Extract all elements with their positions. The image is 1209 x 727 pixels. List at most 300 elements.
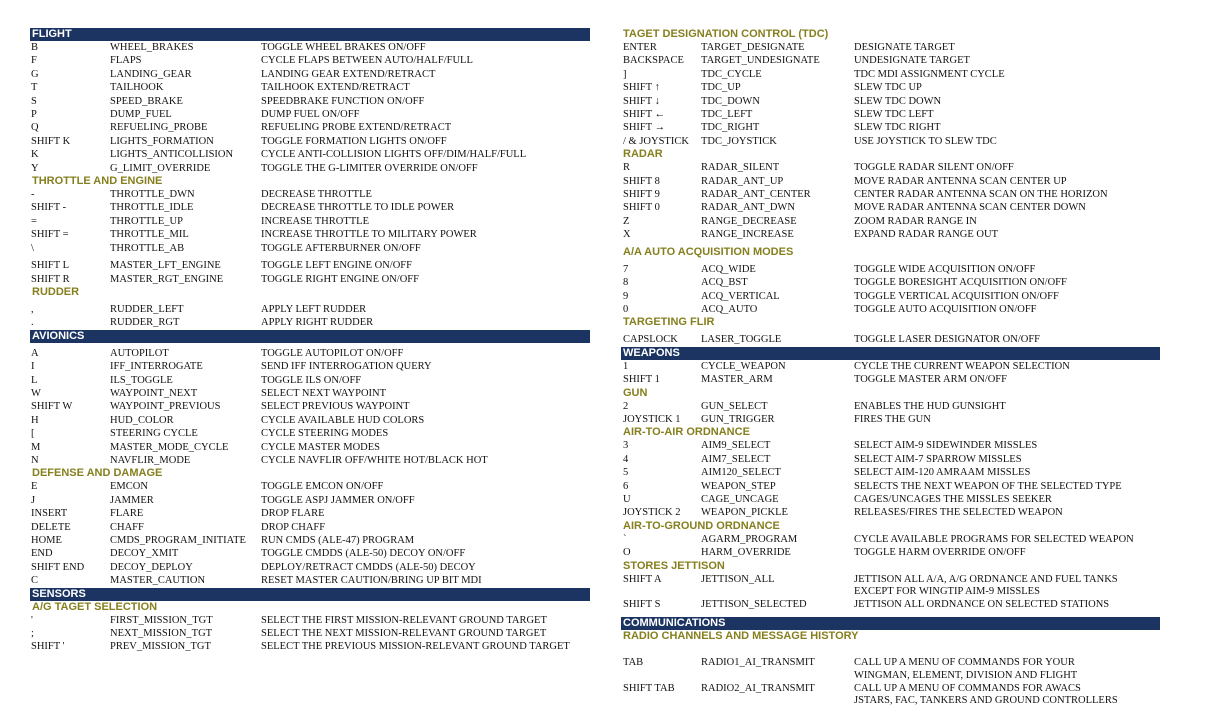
key-label: 9 (623, 290, 629, 302)
weapons-rows (621, 360, 1160, 387)
keybind-row (30, 41, 590, 54)
command-description: DESIGNATE TARGET (854, 42, 955, 53)
key-label: ] (623, 68, 627, 80)
command-name: WAYPOINT_PREVIOUS (110, 401, 221, 413)
defense-rows (30, 480, 590, 587)
keybind-row (30, 441, 590, 454)
command-description: TOGGLE BORESIGHT ACQUISITION ON/OFF (854, 277, 1067, 289)
command-description: EXPAND RADAR RANGE OUT (854, 229, 998, 241)
command-name: ACQ_BST (701, 277, 748, 289)
tdc-rows (621, 41, 1160, 148)
command-name: RADAR_ANT_CENTER (701, 189, 811, 201)
keybind-row (30, 81, 590, 94)
keybind-row (30, 95, 590, 108)
command-description: TDC MDI ASSIGNMENT CYCLE (854, 68, 1005, 80)
command-description: TOGGLE MASTER ARM ON/OFF (854, 374, 1007, 386)
command-name: THROTTLE_AB (110, 242, 185, 254)
keybind-row (30, 387, 590, 400)
command-description: SELECT NEXT WAYPOINT (261, 387, 387, 399)
command-description: DUMP FUEL ON/OFF (261, 109, 360, 121)
section-header-defense: DEFENSE AND DAMAGE (32, 467, 163, 480)
key-label: T (31, 82, 38, 94)
keybind-row (621, 466, 1160, 479)
command-description: TOGGLE CMDDS (ALE-50) DECOY ON/OFF (261, 548, 466, 560)
command-name: CHAFF (110, 521, 144, 533)
section-header-weapons: WEAPONS (621, 347, 1160, 360)
keybind-row (621, 54, 1160, 67)
engine-rows (30, 259, 590, 286)
flir-rows (621, 333, 1160, 346)
command-name: TDC_UP (701, 82, 741, 94)
key-label: 3 (623, 440, 629, 452)
command-description: TOGGLE EMCON ON/OFF (261, 481, 384, 493)
command-description: CYCLE ANTI-COLLISION LIGHTS OFF/DIM/HALF/FULL (261, 149, 527, 161)
command-description: CALL UP A MENU OF COMMANDS FOR YOUR (854, 657, 1075, 669)
command-name: ACQ_AUTO (701, 303, 758, 315)
key-label: 0 (623, 303, 629, 315)
key-label: M (31, 441, 41, 453)
rudder-rows (30, 303, 590, 330)
key-label: N (31, 454, 39, 466)
command-name: STEERING CYCLE (110, 428, 198, 440)
key-label: C (31, 575, 39, 587)
keybind-row (30, 121, 590, 134)
command-description: CAGES/UNCAGES THE MISSLES SEEKER (854, 493, 1052, 505)
keybind-row (30, 201, 590, 214)
key-label: SHIFT ↓ (623, 95, 660, 107)
keybind-row (621, 68, 1160, 81)
command-description: CYCLE THE CURRENT WEAPON SELECTION (854, 360, 1070, 372)
key-label: W (31, 387, 41, 399)
command-name: JAMMER (110, 494, 154, 506)
keybind-row (30, 640, 590, 653)
keybind-row (621, 121, 1160, 134)
keybind-row (30, 316, 590, 329)
key-label: 8 (623, 277, 629, 289)
keybind-row (30, 547, 590, 560)
keybind-row (621, 228, 1160, 241)
command-description: SELECT THE PREVIOUS MISSION-RELEVANT GROUND TARGET (261, 641, 570, 653)
command-name: MASTER_CAUTION (110, 575, 206, 587)
right-column (621, 28, 1160, 707)
command-name: ILS_TOGGLE (110, 374, 173, 386)
command-description: CENTER RADAR ANTENNA SCAN ON THE HORIZON (854, 189, 1108, 201)
command-name: WEAPON_STEP (701, 480, 776, 492)
key-label: SHIFT A (623, 573, 662, 585)
keybind-row (621, 373, 1160, 386)
command-description: RELEASES/FIRES THE SELECTED WEAPON (854, 507, 1063, 519)
keybind-row (30, 627, 590, 640)
key-label: 2 (623, 400, 629, 412)
command-name: AUTOPILOT (110, 347, 169, 359)
command-name: FIRST_MISSION_TGT (110, 614, 213, 626)
command-description-continued: EXCEPT FOR WINGTIP AIM-9 MISSLES (854, 586, 1040, 597)
command-name: ACQ_VERTICAL (701, 290, 780, 302)
command-name: RANGE_DECREASE (701, 215, 797, 227)
keybind-row (621, 546, 1160, 559)
key-label-empty (621, 586, 701, 598)
key-label: SHIFT ' (31, 641, 65, 653)
key-label: I (31, 361, 35, 373)
command-name: TDC_JOYSTICK (701, 135, 777, 147)
command-name: PREV_MISSION_TGT (110, 641, 211, 653)
command-name-empty (701, 670, 854, 682)
command-name: FLARE (110, 508, 144, 520)
command-name: RADAR_ANT_UP (701, 175, 784, 187)
key-label: SHIFT - (31, 202, 67, 214)
command-description: TOGGLE RADAR SILENT ON/OFF (854, 162, 1014, 174)
command-name: ACQ_WIDE (701, 263, 756, 275)
key-label: SHIFT 1 (623, 374, 660, 386)
key-label: HOME (31, 535, 62, 546)
section-header-avionics: AVIONICS (30, 330, 590, 343)
command-name-empty (701, 586, 854, 598)
command-description: TOGGLE AUTOPILOT ON/OFF (261, 347, 404, 359)
spacer (621, 643, 1160, 656)
key-label: JOYSTICK 1 (623, 413, 681, 425)
command-name: RADIO2_AI_TRANSMIT (701, 682, 815, 694)
key-label: SHIFT = (31, 229, 69, 241)
keybind-row (30, 374, 590, 387)
command-name: DECOY_DEPLOY (110, 561, 193, 573)
key-label: SHIFT END (31, 561, 85, 573)
command-name: RADAR_SILENT (701, 162, 780, 174)
keybind-row (30, 215, 590, 228)
command-description: SLEW TDC RIGHT (854, 122, 941, 134)
command-description: TOGGLE ASPJ JAMMER ON/OFF (261, 494, 415, 506)
key-label: , (31, 303, 34, 315)
command-description: TOGGLE HARM OVERRIDE ON/OFF (854, 547, 1026, 559)
command-description: SLEW TDC DOWN (854, 95, 942, 107)
command-name: THROTTLE_MIL (110, 229, 189, 241)
command-description: SPEEDBRAKE FUNCTION ON/OFF (261, 95, 425, 107)
keybind-row (30, 494, 590, 507)
gun-rows (621, 400, 1160, 427)
command-description: LANDING GEAR EXTEND/RETRACT (261, 68, 436, 80)
acq-rows (621, 263, 1160, 317)
keybind-row (30, 521, 590, 534)
command-description: UNDESIGNATE TARGET (854, 55, 970, 67)
section-header-acq: A/A AUTO ACQUISITION MODES (623, 245, 794, 258)
command-description: DECREASE THROTTLE TO IDLE POWER (261, 202, 455, 214)
keybind-row (621, 400, 1160, 413)
keybind-row (621, 682, 1160, 695)
keybind-row (621, 453, 1160, 466)
keybind-row (621, 201, 1160, 214)
command-description: FIRES THE GUN (854, 413, 931, 425)
keybind-row (621, 303, 1160, 316)
keybind-row (621, 333, 1160, 346)
key-label-empty (621, 695, 701, 707)
command-name: FLAPS (110, 55, 142, 67)
command-description-continued: WINGMAN, ELEMENT, DIVISION AND FLIGHT (854, 669, 1078, 681)
command-name: CMDS_PROGRAM_INITIATE (110, 535, 246, 546)
keybind-row (621, 215, 1160, 228)
command-description: TOGGLE AUTO ACQUISITION ON/OFF (854, 303, 1037, 315)
command-name: WHEEL_BRAKES (110, 42, 194, 53)
command-description: TOGGLE THE G-LIMITER OVERRIDE ON/OFF (261, 162, 478, 174)
command-description: JETTISON ALL ORDNANCE ON SELECTED STATIONS (854, 599, 1110, 610)
command-name: LIGHTS_ANTICOLLISION (110, 149, 234, 161)
keybind-row (30, 162, 590, 175)
command-name: EMCON (110, 481, 148, 493)
key-label: 5 (623, 467, 629, 479)
key-label: G (31, 68, 39, 80)
keybind-row (30, 228, 590, 241)
command-description: DEPLOY/RETRACT CMDDS (ALE-50) DECOY (261, 561, 476, 573)
command-name: RUDDER_RGT (110, 317, 180, 329)
keybind-row (621, 598, 1160, 611)
avionics-rows (30, 347, 590, 468)
keybind-row (30, 54, 590, 67)
command-name: MASTER_LFT_ENGINE (110, 260, 221, 272)
section-header-radar: RADAR (623, 148, 663, 161)
command-name: MASTER_RGT_ENGINE (110, 273, 224, 285)
command-name: TDC_DOWN (701, 95, 760, 107)
key-label: F (31, 55, 37, 67)
keybind-row (621, 656, 1160, 669)
key-label-empty (621, 670, 701, 682)
command-name: JETTISON_ALL (701, 573, 775, 585)
command-name: TARGET_DESIGNATE (701, 42, 805, 53)
keybind-row (30, 480, 590, 493)
command-name: RANGE_INCREASE (701, 229, 794, 241)
command-description: SEND IFF INTERROGATION QUERY (261, 361, 432, 373)
command-name: TDC_RIGHT (701, 122, 760, 134)
command-description: TOGGLE ILS ON/OFF (261, 374, 362, 386)
key-label: SHIFT R (31, 273, 70, 285)
command-description: RUN CMDS (ALE-47) PROGRAM (261, 535, 415, 546)
command-description: ENABLES THE HUD GUNSIGHT (854, 400, 1006, 412)
key-label: A (31, 347, 39, 359)
command-description: TAILHOOK EXTEND/RETRACT (261, 82, 410, 94)
command-name: AIM120_SELECT (701, 467, 781, 479)
keybind-row (30, 303, 590, 316)
command-name: TDC_CYCLE (701, 68, 762, 80)
command-description: TOGGLE WHEEL BRAKES ON/OFF (261, 42, 426, 53)
section-header-a2a: AIR-TO-AIR ORDNANCE (623, 426, 750, 439)
section-header-flight: FLIGHT (30, 28, 590, 41)
command-name: RADIO1_AI_TRANSMIT (701, 657, 815, 669)
keybind-row (621, 439, 1160, 452)
command-name: HUD_COLOR (110, 414, 174, 426)
command-description: JETTISON ALL A/A, A/G ORDNANCE AND FUEL TANKS (854, 573, 1118, 585)
command-description: MOVE RADAR ANTENNA SCAN CENTER UP (854, 175, 1067, 187)
command-name: RUDDER_LEFT (110, 303, 184, 315)
command-name: TDC_LEFT (701, 109, 753, 121)
command-description: CYCLE STEERING MODES (261, 428, 389, 440)
keybind-row (621, 276, 1160, 289)
keybind-row (30, 360, 590, 373)
key-label: TAB (623, 657, 644, 669)
key-label: ` (623, 533, 627, 545)
command-description: TOGGLE LEFT ENGINE ON/OFF (261, 260, 412, 272)
command-name: LIGHTS_FORMATION (110, 135, 214, 147)
command-description: APPLY RIGHT RUDDER (261, 317, 374, 329)
keybind-row (30, 259, 590, 272)
keybind-row (30, 400, 590, 413)
keybind-row (621, 95, 1160, 108)
keybind-row-continuation (621, 670, 1160, 682)
keybind-row (621, 493, 1160, 506)
command-description: CYCLE AVAILABLE PROGRAMS FOR SELECTED WEAPON (854, 533, 1134, 545)
command-description: SELECT AIM-120 AMRAAM MISSLES (854, 467, 1031, 479)
keybind-row (621, 188, 1160, 201)
keybind-row (30, 108, 590, 121)
keybind-row (30, 273, 590, 286)
command-description: ZOOM RADAR RANGE IN (854, 215, 977, 227)
command-description: TOGGLE VERTICAL ACQUISITION ON/OFF (854, 290, 1059, 302)
key-label: ; (31, 628, 34, 640)
keybind-row (621, 480, 1160, 493)
command-name: GUN_TRIGGER (701, 413, 775, 425)
command-name: TARGET_UNDESIGNATE (701, 55, 820, 67)
key-label: B (31, 42, 39, 53)
keybind-row (30, 614, 590, 627)
keybind-row (621, 41, 1160, 54)
key-label: SHIFT TAB (623, 682, 675, 694)
key-label: / & JOYSTICK (623, 135, 689, 147)
command-name: THROTTLE_DWN (110, 189, 195, 201)
section-header-rudder: RUDDER (32, 285, 80, 298)
command-description: REFUELING PROBE EXTEND/RETRACT (261, 122, 452, 134)
command-description: TOGGLE RIGHT ENGINE ON/OFF (261, 273, 419, 285)
key-label: DELETE (31, 521, 71, 533)
command-name: AIM9_SELECT (701, 440, 771, 452)
keybind-row (621, 81, 1160, 94)
key-label: . (31, 317, 34, 329)
key-label: = (31, 215, 37, 227)
command-name: JETTISON_SELECTED (701, 599, 807, 610)
key-label: ' (31, 614, 33, 626)
key-label: SHIFT → (623, 122, 666, 134)
command-description: SELECT THE NEXT MISSION-RELEVANT GROUND TARGET (261, 628, 547, 640)
key-label: ENTER (623, 42, 657, 53)
keybind-row (30, 534, 590, 547)
command-name: AIM7_SELECT (701, 453, 771, 465)
key-label: [ (31, 428, 35, 440)
command-name: THROTTLE_IDLE (110, 202, 194, 214)
keybind-row (621, 573, 1160, 586)
keybind-row (621, 413, 1160, 426)
command-name: CAGE_UNCAGE (701, 493, 779, 505)
command-name: NEXT_MISSION_TGT (110, 628, 213, 640)
key-label: P (31, 109, 37, 121)
subsection-header-radio: RADIO CHANNELS AND MESSAGE HISTORY (623, 630, 859, 643)
command-name: IFF_INTERROGATE (110, 361, 203, 373)
section-header-jettison: STORES JETTISON (623, 559, 725, 572)
command-name: TAILHOOK (110, 82, 164, 94)
command-name: MASTER_MODE_CYCLE (110, 441, 229, 453)
command-name: WEAPON_PICKLE (701, 507, 788, 519)
a2a-rows (621, 439, 1160, 519)
keybind-row (621, 175, 1160, 188)
key-label: CAPSLOCK (623, 334, 678, 346)
command-description: APPLY LEFT RUDDER (261, 303, 367, 315)
section-header-tdc: TAGET DESIGNATION CONTROL (TDC) (623, 28, 829, 40)
key-label: 1 (623, 360, 629, 372)
left-column (30, 28, 590, 654)
command-name: RADAR_ANT_DWN (701, 202, 795, 214)
section-header-a2g: AIR-TO-GROUND ORDNANCE (623, 519, 780, 532)
command-description: CYCLE NAVFLIR OFF/WHITE HOT/BLACK HOT (261, 454, 488, 466)
keybind-row (30, 414, 590, 427)
keybind-row-continuation (621, 695, 1160, 707)
command-name: AGARM_PROGRAM (701, 533, 798, 545)
command-description: SELECTS THE NEXT WEAPON OF THE SELECTED TYPE (854, 480, 1122, 492)
command-description: DROP CHAFF (261, 521, 326, 533)
command-description: MOVE RADAR ANTENNA SCAN CENTER DOWN (854, 202, 1086, 214)
key-label: R (623, 162, 631, 174)
keybind-row (30, 135, 590, 148)
command-description: SELECT THE FIRST MISSION-RELEVANT GROUND TARGET (261, 614, 547, 626)
key-label: SHIFT ← (623, 109, 666, 121)
key-label: INSERT (31, 508, 68, 520)
command-description: SELECT AIM-9 SIDEWINDER MISSLES (854, 440, 1038, 452)
key-label: H (31, 414, 39, 426)
command-name: HARM_OVERRIDE (701, 547, 791, 559)
keybind-row (621, 135, 1160, 148)
key-label: L (31, 374, 38, 386)
command-description-continued: JSTARS, FAC, TANKERS AND GROUND CONTROLLERS (854, 695, 1118, 707)
command-description: SELECT AIM-7 SPARROW MISSLES (854, 453, 1022, 465)
command-description: DECREASE THROTTLE (261, 189, 372, 201)
command-description: INCREASE THROTTLE (261, 215, 370, 227)
command-name: LASER_TOGGLE (701, 334, 782, 346)
key-label: O (623, 547, 631, 559)
keybind-row (621, 263, 1160, 276)
keybind-row (30, 148, 590, 161)
keybind-row (30, 454, 590, 467)
keybind-row (621, 108, 1160, 121)
command-name: CYCLE_WEAPON (701, 360, 786, 372)
key-label: J (31, 494, 36, 506)
command-name: MASTER_ARM (701, 374, 773, 386)
key-label: Y (31, 162, 39, 174)
keybind-row (30, 574, 590, 587)
command-description: INCREASE THROTTLE TO MILITARY POWER (261, 229, 477, 241)
key-label: - (31, 189, 35, 201)
key-label: SHIFT 9 (623, 189, 660, 201)
command-name: WAYPOINT_NEXT (110, 387, 198, 399)
key-label: SHIFT ↑ (623, 82, 660, 94)
key-label: SHIFT L (31, 260, 70, 272)
keybind-row (30, 561, 590, 574)
keybind-row (621, 290, 1160, 303)
keybind-row (30, 242, 590, 255)
key-label: \ (31, 242, 34, 254)
key-label: 7 (623, 263, 629, 275)
command-description: TOGGLE FORMATION LIGHTS ON/OFF (261, 135, 447, 147)
command-name: DUMP_FUEL (110, 109, 172, 121)
key-label: SHIFT 0 (623, 202, 660, 214)
keybind-row (621, 506, 1160, 519)
command-description: SELECT PREVIOUS WAYPOINT (261, 401, 410, 413)
key-label: SHIFT 8 (623, 175, 660, 187)
key-label: JOYSTICK 2 (623, 507, 681, 519)
key-label: X (623, 229, 631, 241)
key-label: E (31, 481, 38, 493)
keybind-row (621, 533, 1160, 546)
section-header-sensors: SENSORS (30, 588, 590, 601)
command-description: SLEW TDC LEFT (854, 109, 934, 121)
keybind-row (30, 68, 590, 81)
command-name: NAVFLIR_MODE (110, 454, 191, 466)
key-label: Q (31, 122, 39, 134)
section-header-gun: GUN (623, 386, 648, 399)
key-label: SHIFT W (31, 401, 73, 413)
key-label: 4 (623, 453, 629, 465)
